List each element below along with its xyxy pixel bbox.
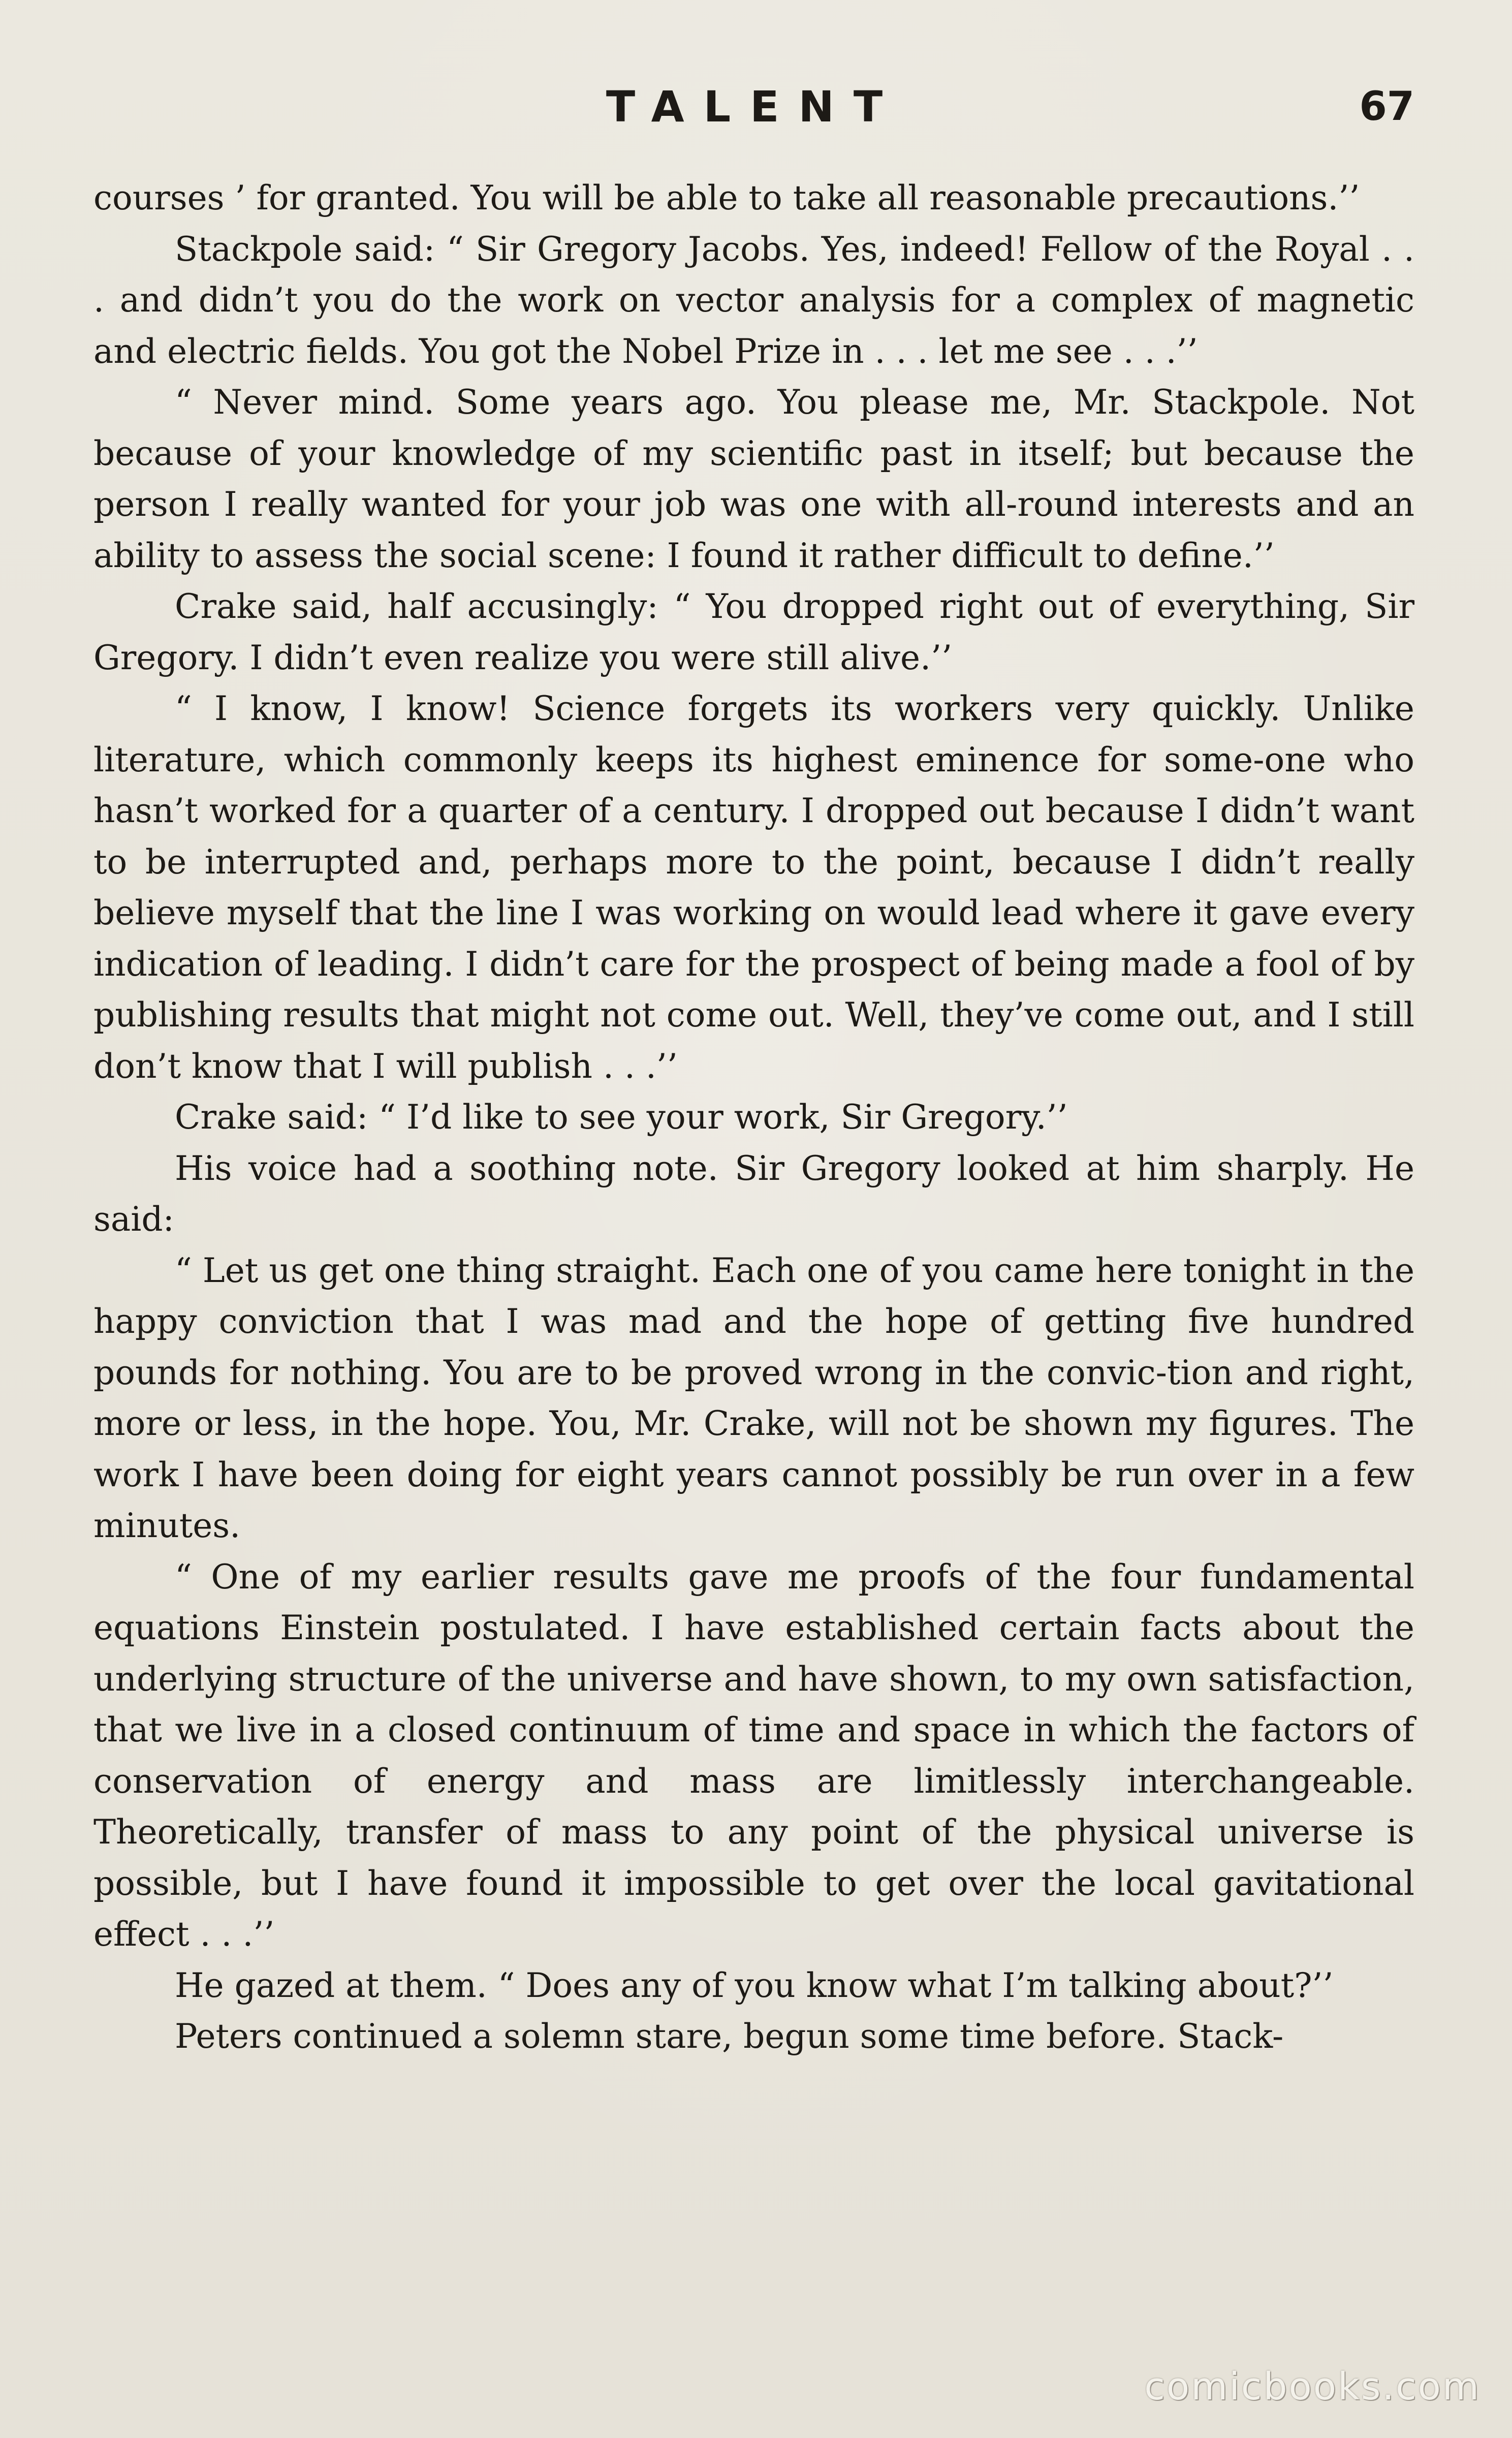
paragraph: Crake said, half accusingly: “ You dropped right out of everything, Sir Gregory. I didn’t even realize you were still alive.’’ (93, 587, 1414, 677)
paragraph: He gazed at them. “ Does any of you know what I’m talking about?’’ (175, 1965, 1334, 2005)
paragraph: “ I know, I know! Science forgets its workers very quickly. Unlike literature, which commonly keeps its highest eminence for some-one who hasn’t worked for a quarter of a century. I dropped out because I didn’t want to be interrupted and, perhaps more to the point, because I didn’t really believe myself that the line I was working on would lead where it gave every indication of leading. I didn’t care for the prospect of being made a fool of by publishing results that might not come out. Well, they’ve come out, and I still don’t know that I will publish . . .’’ (93, 689, 1414, 1086)
paragraph: Peters continued a solemn stare, begun some time before. Stack- (175, 2017, 1284, 2056)
body-text (93, 173, 1414, 2062)
paragraph: courses ’ for granted. You will be able to take all reasonable precautions.’’ (93, 178, 1360, 217)
running-header (93, 76, 1414, 137)
paragraph: “ Let us get one thing straight. Each one of you came here tonight in the happy conviction that I was mad and the hope of getting five hundred pounds for nothing. You are to be proved wrong in the convic-tion and right, more or less, in the hope. You, Mr. Crake, will not be shown my figures. The work I have been doing for eight years cannot possibly be run over in a few minutes. (93, 1251, 1414, 1545)
paragraph: His voice had a soothing note. Sir Gregory looked at him sharply. He said: (93, 1148, 1414, 1239)
paragraph: Crake said: “ I’d like to see your work, Sir Gregory.’’ (175, 1098, 1068, 1137)
chapter-title: TALENT (606, 82, 902, 132)
page-number: 67 (1359, 84, 1414, 130)
site-watermark: comicbooks.com (1144, 2365, 1480, 2409)
paragraph: Stackpole said: “ Sir Gregory Jacobs. Yes, indeed! Fellow of the Royal . . . and didn’t you do the work on vector analysis for a complex of magnetic and electric fields. You got the Nobel Prize in . . . let me see . . .’’ (93, 229, 1414, 371)
paragraph: “ One of my earlier results gave me proofs of the four fundamental equations Einstein postulated. I have established certain facts about the underlying structure of the universe and have shown, to my own satisfaction, that we live in a closed continuum of time and space in which the factors of conservation of energy and mass are limitlessly interchangeable. Theoretically, transfer of mass to any point of the physical universe is possible, but I have found it impossible to get over the local gavitational effect . . .’’ (93, 1557, 1414, 1954)
paragraph: “ Never mind. Some years ago. You please me, Mr. Stackpole. Not because of your knowledge of my scientific past in itself; but because the person I really wanted for your job was one with all-round interests and an ability to assess the social scene: I found it rather difficult to define.’’ (93, 383, 1414, 575)
